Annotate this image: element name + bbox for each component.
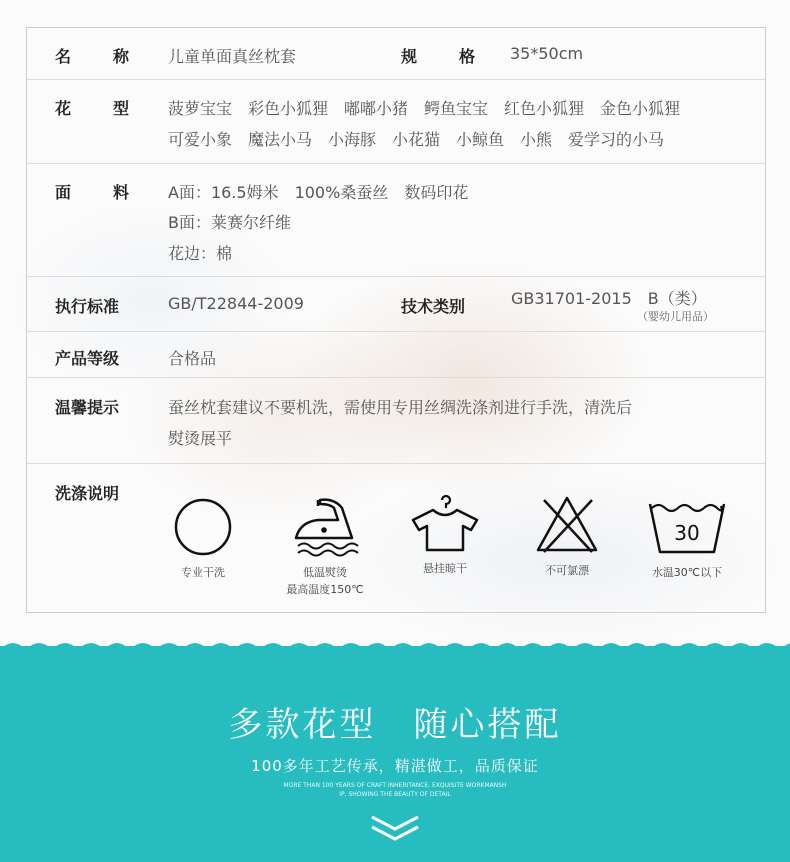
care-item-dry-clean xyxy=(148,496,258,581)
row-standard xyxy=(27,277,765,332)
banner-title: 多款花型 随心搭配 xyxy=(228,705,562,745)
tech-note: （婴幼儿用品） xyxy=(637,310,714,323)
care-caption: 专业干洗 xyxy=(181,566,225,579)
dry-clean-icon xyxy=(170,496,236,558)
wash-30-icon xyxy=(648,496,726,558)
standard-label: 执行标准 xyxy=(55,297,120,316)
grade-label: 产品等级 xyxy=(55,349,120,368)
fabric-label: 面 料 xyxy=(55,183,129,202)
row-grade xyxy=(27,332,765,378)
fabric-line-3: 花边：棉 xyxy=(168,244,233,263)
pattern-label: 花 型 xyxy=(55,99,129,118)
tip-line-2: 熨烫展平 xyxy=(168,429,233,448)
care-caption: 悬挂晾干 xyxy=(423,562,467,575)
name-label: 名 称 xyxy=(55,47,129,66)
care-caption: 低温熨烫 最高温度150℃ xyxy=(286,566,364,596)
hang-dry-icon xyxy=(409,490,481,554)
care-item-no-bleach xyxy=(512,494,622,579)
tech-label: 技术类别 xyxy=(401,297,466,316)
fabric-line-1: A面：16.5姆米 100%桑蚕丝 数码印花 xyxy=(168,183,469,202)
name-value: 儿童单面真丝枕套 xyxy=(168,47,297,66)
low-iron-icon xyxy=(290,492,360,558)
row-washing xyxy=(27,464,765,612)
pattern-line-2: 可爱小象 魔法小马 小海豚 小花猫 小鲸鱼 小熊 爱学习的小马 xyxy=(168,130,665,149)
spec-table xyxy=(26,27,766,613)
care-item-hang-dry xyxy=(390,490,500,577)
tip-label: 温馨提示 xyxy=(55,398,120,417)
size-label: 规 格 xyxy=(401,47,475,66)
no-bleach-icon xyxy=(534,494,600,556)
standard-value: GB/T22844-2009 xyxy=(168,294,304,313)
grade-value: 合格品 xyxy=(168,349,217,368)
row-tips xyxy=(27,378,765,464)
banner-subtitle: 100多年工艺传承，精湛做工，品质保证 xyxy=(251,757,539,775)
tub-temperature: 30 xyxy=(674,521,700,545)
row-pattern xyxy=(27,80,765,164)
wave-edge xyxy=(0,636,790,666)
care-caption: 水温30℃以下 xyxy=(651,566,723,579)
care-caption: 不可氯漂 xyxy=(545,564,589,577)
wash-label: 洗涤说明 xyxy=(55,484,120,503)
row-fabric xyxy=(27,164,765,277)
care-item-low-iron xyxy=(270,492,380,598)
tip-line-1: 蚕丝枕套建议不要机洗，需使用专用丝绸洗涤剂进行手洗，清洗后 xyxy=(168,398,633,417)
fabric-line-2: B面：莱赛尔纤维 xyxy=(168,213,291,232)
care-item-wash-30 xyxy=(632,496,742,581)
size-value: 35*50cm xyxy=(510,44,584,63)
chevron-down-icon xyxy=(370,813,420,843)
row-name-size xyxy=(27,28,765,80)
pattern-line-1: 菠萝宝宝 彩色小狐狸 嘟嘟小猪 鳄鱼宝宝 红色小狐狸 金色小狐狸 xyxy=(168,99,681,118)
banner-english: MORE THAN 100 YEARS OF CRAFT INHERITANCE, EXQUISITE WORKMANSH IP, SHOWING THE BEAUTY OF DETAIL xyxy=(283,782,507,798)
tech-value: GB31701-2015 B（类） xyxy=(511,289,707,308)
